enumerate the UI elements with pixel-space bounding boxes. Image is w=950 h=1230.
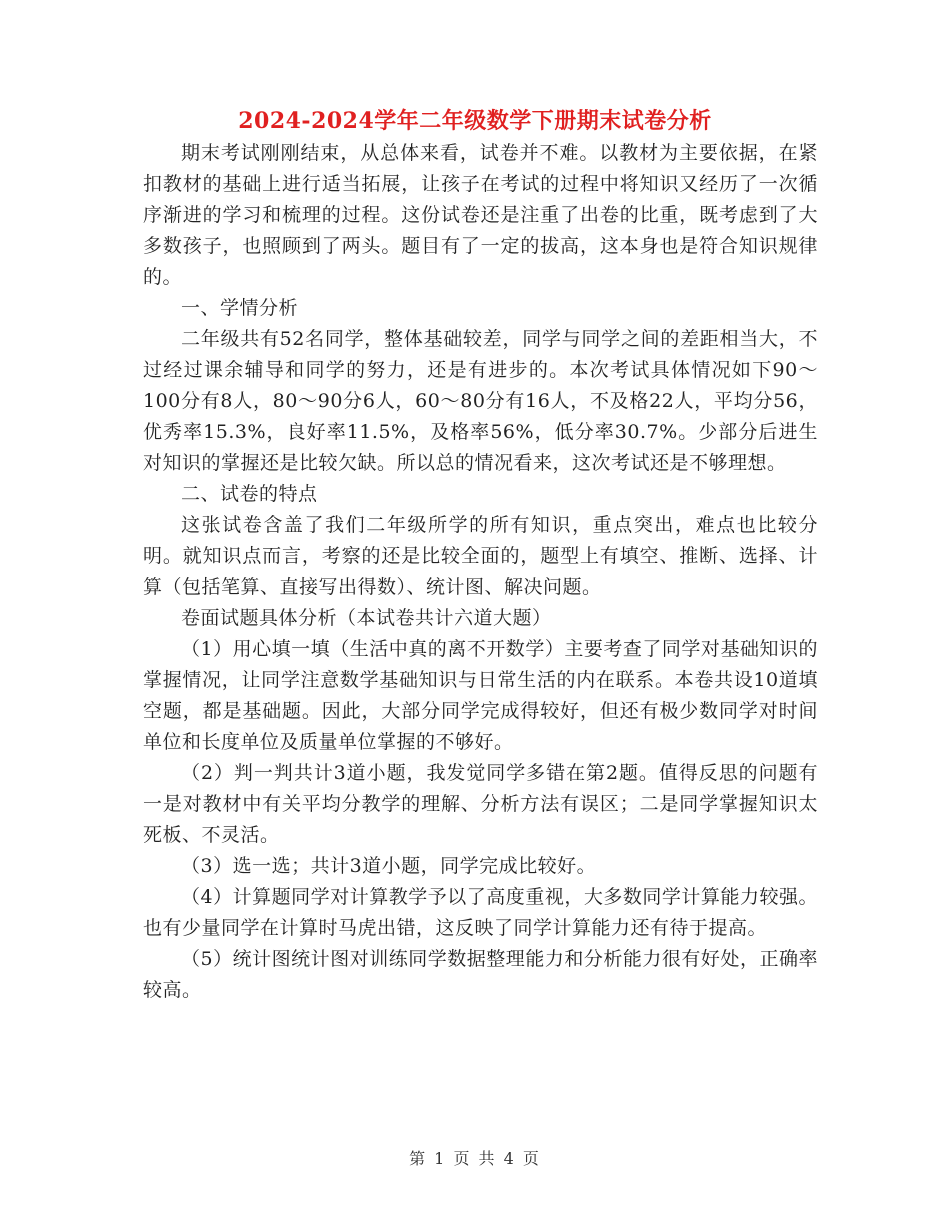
subsection-heading-detailed-analysis: 卷面试题具体分析（本试卷共计六道大题） (181, 607, 552, 629)
analysis-item-4: （4）计算题同学对计算教学予以了高度重视，大多数同学计算能力较强。也有少量同学在计算时马虎出错，这反映了同学计算能力还有待于提高。 (143, 886, 818, 939)
analysis-item-2: （2）判一判共计3道小题，我发觉同学多错在第2题。值得反思的问题有一是对教材中有关平均分教学的理解、分析方法有误区；二是同学掌握知识太死板、不灵活。 (143, 762, 818, 846)
page-footer: 第 1 页 共 4 页 (409, 1149, 541, 1168)
analysis-item-1: （1）用心填一填（生活中真的离不开数学）主要考查了同学对基础知识的掌握情况，让同学注意数学基础知识与日常生活的内在联系。本卷共设10道填空题，都是基础题。因此，大部分同学完成得较好，但还有极少数同学对时间单位和长度单位及质量单位掌握的不够好。 (143, 638, 818, 753)
section-heading-student-analysis: 一、学情分析 (181, 297, 299, 319)
paper-features-paragraph: 这张试卷含盖了我们二年级所学的所有知识，重点突出，难点也比较分明。就知识点而言，考察的还是比较全面的，题型上有填空、推断、选择、计算（包括笔算、直接写出得数）、统计图、解决问题。 (143, 514, 818, 598)
intro-paragraph: 期末考试刚刚结束，从总体来看，试卷并不难。以教材为主要依据，在紧扣教材的基础上进行适当拓展，让孩子在考试的过程中将知识又经历了一次循序渐进的学习和梳理的过程。这份试卷还是注重了出卷的比重，既考虑到了大多数孩子，也照顾到了两头。题目有了一定的拔高，这本身也是符合知识规律的。 (143, 142, 818, 288)
student-analysis-paragraph: 二年级共有52名同学，整体基础较差，同学与同学之间的差距相当大，不过经过课余辅导和同学的努力，还是有进步的。本次考试具体情况如下90～100分有8人，80～90分6人，60～80分有16人，不及格22人，平均分56，优秀率15.3%，良好率11.5%，及格率56%，低分率30.7%。少部分后进生对知识的掌握还是比较欠缺。所以总的情况看来，这次考试还是不够理想。 (143, 328, 818, 474)
section-heading-paper-features: 二、试卷的特点 (181, 483, 318, 505)
analysis-item-5: （5）统计图统计图对训练同学数据整理能力和分析能力很有好处，正确率较高。 (143, 948, 818, 1001)
analysis-item-3: （3）选一选；共计3道小题，同学完成比较好。 (181, 855, 597, 877)
document-title: 2024-2024学年二年级数学下册期末试卷分析 (238, 108, 712, 134)
document-body (143, 138, 818, 1006)
